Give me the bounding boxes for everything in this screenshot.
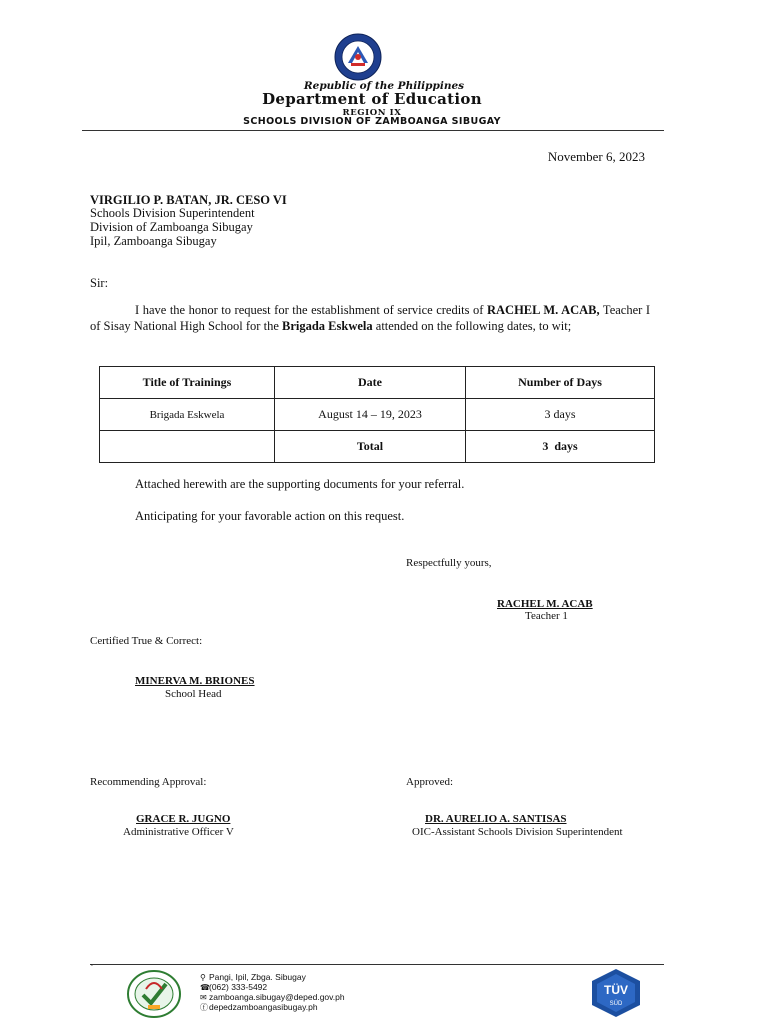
footer-divider xyxy=(90,964,664,965)
region-label: REGION IX xyxy=(342,108,402,118)
body-text: Teacher I of Sisay National High School for the xyxy=(90,303,650,333)
request-paragraph xyxy=(90,303,650,334)
col-header-title: Title of Trainings xyxy=(100,367,275,399)
email-text[interactable]: zamboanga.sibugay@deped.gov.ph xyxy=(209,992,345,1002)
address-text: Pangi, Ipil, Zbga. Sibugay xyxy=(209,972,306,982)
deped-seal-icon xyxy=(334,33,382,81)
approver-role: OIC-Assistant Schools Division Superintendent xyxy=(412,826,623,838)
body-text: attended on the following dates, to wit; xyxy=(372,318,572,333)
closing: Respectfully yours, xyxy=(406,557,492,569)
salutation: Sir: xyxy=(90,276,109,290)
certified-label: Certified True & Correct: xyxy=(90,635,203,647)
sender-role: Teacher 1 xyxy=(525,610,568,622)
approved-label: Approved: xyxy=(406,776,454,788)
event-name-inline: Brigada Eskwela xyxy=(282,318,373,333)
cell-title: Brigada Eskwela xyxy=(100,399,275,431)
republic-line: Republic of the Philippines xyxy=(303,80,465,92)
tuv-text: TÜV xyxy=(604,983,628,997)
table-row xyxy=(100,399,655,431)
trainings-table xyxy=(99,366,655,463)
cell-empty xyxy=(100,431,275,463)
recommender-role: Administrative Officer V xyxy=(123,826,234,838)
recipient-title: Schools Division Superintendent xyxy=(90,206,255,220)
stray-mark: ` xyxy=(90,964,94,975)
footer-facebook[interactable] xyxy=(200,1002,318,1013)
total-value: 3 days xyxy=(466,431,655,463)
anticipating-note: Anticipating for your favorable action on this request. xyxy=(135,509,405,523)
tuv-certification-icon xyxy=(588,967,644,1019)
division-logo-icon xyxy=(126,969,182,1019)
attached-note: Attached herewith are the supporting documents for your referral. xyxy=(135,477,465,491)
table-total-row xyxy=(100,431,655,463)
recommending-label: Recommending Approval: xyxy=(90,776,207,788)
facebook-icon: ⓕ xyxy=(200,1003,208,1012)
cell-days: 3 days xyxy=(466,399,655,431)
col-header-days: Number of Days xyxy=(466,367,655,399)
sender-name: RACHEL M. ACAB xyxy=(497,598,593,610)
teacher-name-inline: RACHEL M. ACAB, xyxy=(487,303,600,317)
body-text: I have the honor to request for the establishment of service credits of xyxy=(135,303,487,317)
phone-text: (062) 333-5492 xyxy=(209,982,268,992)
email-icon: ✉ xyxy=(200,993,207,1002)
certifier-role: School Head xyxy=(165,688,222,700)
approver-name: DR. AURELIO A. SANTISAS xyxy=(425,813,567,825)
letter-date: November 6, 2023 xyxy=(547,149,645,164)
division-name: SCHOOLS DIVISION OF ZAMBOANGA SIBUGAY xyxy=(243,116,501,127)
recipient-name: VIRGILIO P. BATAN, JR. CESO VI xyxy=(90,193,287,207)
header-divider xyxy=(82,130,664,131)
department-name: Department of Education xyxy=(262,90,482,108)
phone-icon: ☎ xyxy=(200,983,210,992)
cell-date: August 14 – 19, 2023 xyxy=(275,399,466,431)
col-header-date: Date xyxy=(275,367,466,399)
total-label: Total xyxy=(275,431,466,463)
recipient-address: Ipil, Zamboanga Sibugay xyxy=(90,234,217,248)
recipient-office: Division of Zamboanga Sibugay xyxy=(90,220,253,234)
table-header-row xyxy=(100,367,655,399)
facebook-text[interactable]: depedzamboangasibugay.ph xyxy=(209,1002,318,1012)
location-icon: ⚲ xyxy=(200,973,206,982)
tuv-sub-text: SÜD xyxy=(609,1001,623,1007)
recommender-name: GRACE R. JUGNO xyxy=(136,813,231,825)
certifier-name: MINERVA M. BRIONES xyxy=(135,675,255,687)
